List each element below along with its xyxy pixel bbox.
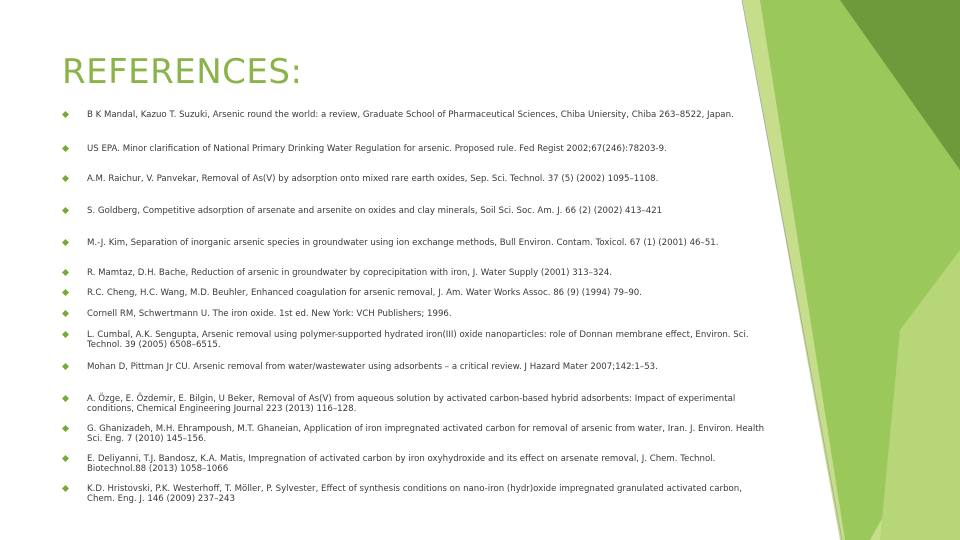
reference-text: Cornell RM, Schwertmann U. The iron oxide. 1st ed. New York: VCH Publishers; 1996. (87, 309, 452, 319)
reference-item (62, 424, 767, 444)
diamond-bullet-icon (62, 269, 69, 276)
reference-text: E. Deliyanni, T.J. Bandosz, K.A. Matis, Impregnation of activated carbon by iron oxyhydroxide and its effect on arsenate removal, J. Chem. Technol. Biotechnol.88 (2013) 1058–1066 (87, 454, 716, 474)
reference-item (62, 394, 767, 414)
reference-item (62, 238, 767, 248)
reference-item (62, 330, 767, 350)
reference-item (62, 206, 767, 216)
reference-text: US EPA. Minor clarification of National Primary Drinking Water Regulation for arsenic. Proposed rule. Fed Regist 2002;67(246):78203-9. (87, 144, 667, 154)
diamond-bullet-icon (62, 289, 69, 296)
reference-text: S. Goldberg, Competitive adsorption of arsenate and arsenite on oxides and clay minerals, Soil Sci. Soc. Am. J. 66 (2) (2002) 413–421 (87, 206, 663, 216)
reference-item (62, 144, 767, 154)
reference-text: A.M. Raichur, V. Panvekar, Removal of As(V) by adsorption onto mixed rare earth oxides, Sep. Sci. Technol. 37 (5) (2002) 1095–1108. (87, 174, 659, 184)
reference-item (62, 362, 767, 372)
reference-item (62, 484, 767, 504)
reference-text: R.C. Cheng, H.C. Wang, M.D. Beuhler, Enhanced coagulation for arsenic removal, J. Am. Water Works Assoc. 86 (9) (1994) 79–90. (87, 288, 642, 298)
reference-text: G. Ghanizadeh, M.H. Ehrampoush, M.T. Ghaneian, Application of iron impregnated activated carbon for removal of arsenic from water, Iran. J. Environ. Health Sci. Eng. 7 (2010) 145–156. (87, 424, 765, 444)
page-title: REFERENCES: (62, 52, 303, 92)
diamond-bullet-icon (62, 331, 69, 338)
reference-item (62, 288, 767, 298)
diamond-bullet-icon (62, 175, 69, 182)
reference-text: B K Mandal, Kazuo T. Suzuki, Arsenic round the world: a review, Graduate School of Pharmaceutical Sciences, Chiba Uniersity, Chiba 263–8522, Japan. (87, 110, 734, 120)
diamond-bullet-icon (62, 111, 69, 118)
reference-text: Mohan D, Pittman Jr CU. Arsenic removal from water/wastewater using adsorbents – a critical review. J Hazard Mater 2007;142:1–53. (87, 362, 658, 372)
reference-text: M.-J. Kim, Separation of inorganic arsenic species in groundwater using ion exchange methods, Bull Environ. Contam. Toxicol. 67 (1) (2001) 46–51. (87, 238, 719, 248)
reference-text: A. Özge, E. Özdemir, E. Bilgin, U Beker, Removal of As(V) from aqueous solution by activated carbon-based hybrid adsorbents: Impact of experimental conditions, Chemical Engineering Journal 223 (2013) 116–128. (87, 394, 736, 414)
reference-item (62, 268, 767, 278)
diamond-bullet-icon (62, 239, 69, 246)
diamond-bullet-icon (62, 145, 69, 152)
diamond-bullet-icon (62, 207, 69, 214)
diamond-bullet-icon (62, 310, 69, 317)
diamond-bullet-icon (62, 363, 69, 370)
diamond-bullet-icon (62, 395, 69, 402)
reference-item (62, 454, 767, 474)
diamond-bullet-icon (62, 425, 69, 432)
reference-text: L. Cumbal, A.K. Sengupta, Arsenic removal using polymer-supported hydrated iron(III) oxide nanoparticles: role of Donnan membrane effect, Environ. Sci. Technol. 39 (2005) 6508–6515. (87, 330, 749, 350)
reference-item (62, 309, 767, 319)
reference-text: R. Mamtaz, D.H. Bache, Reduction of arsenic in groundwater by coprecipitation with iron, J. Water Supply (2001) 313–324. (87, 268, 613, 278)
diamond-bullet-icon (62, 485, 69, 492)
diamond-bullet-icon (62, 455, 69, 462)
reference-item (62, 174, 767, 184)
reference-item (62, 110, 767, 120)
reference-text: K.D. Hristovski, P.K. Westerhoff, T. Möller, P. Sylvester, Effect of synthesis conditions on nano-iron (hydr)oxide impregnated granulated activated carbon, Chem. Eng. J. 146 (2009) 237–243 (87, 484, 742, 504)
